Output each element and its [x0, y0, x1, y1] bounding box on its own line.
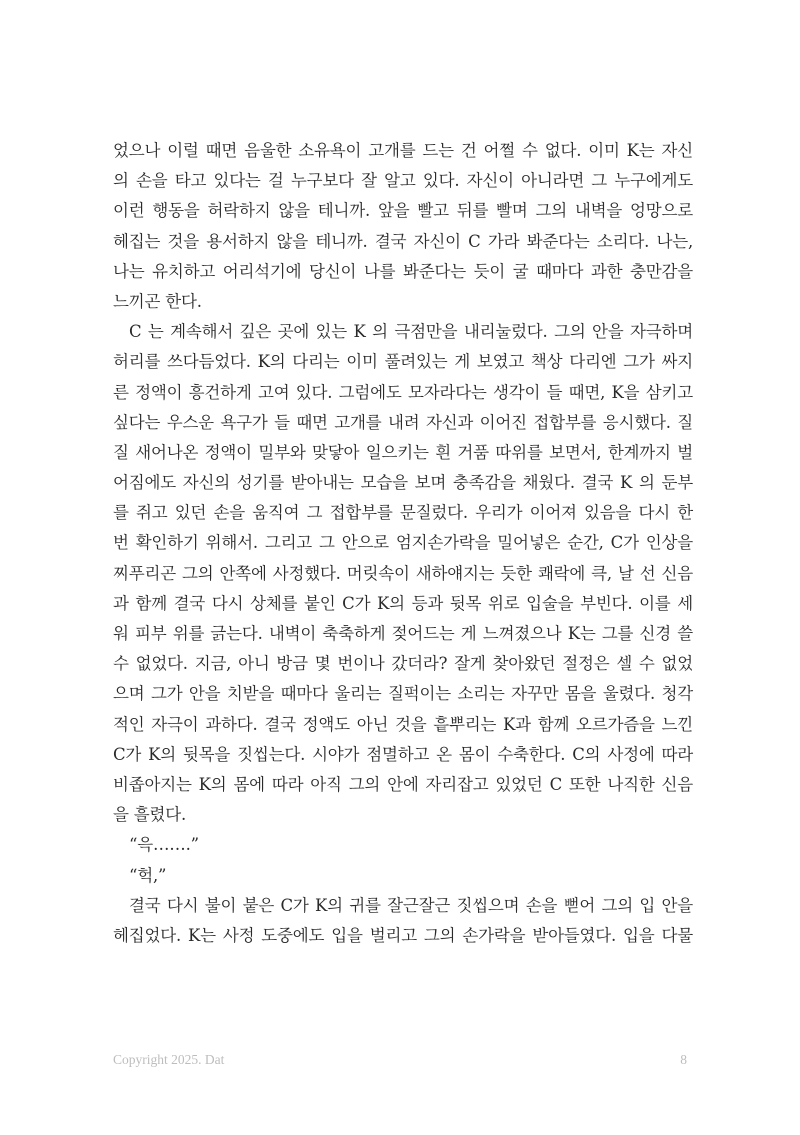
text-line: 워 피부 위를 긁는다. 내벽이 축축하게 젖어드는 게 느껴졌으나 K는 그를 신경 쓸 — [113, 624, 693, 643]
text-line: 헤집는 것을 용서하지 않을 테니까. 결국 자신이 C 가라 봐준다는 소리다. 나는, — [113, 231, 693, 251]
page-body — [113, 136, 693, 951]
text-line: 허리를 쓰다듬었다. K의 다리는 이미 풀려있는 게 보였고 책상 다리엔 그가 싸지 — [113, 352, 693, 372]
text-line: C가 K의 뒷목을 짓씹는다. 시야가 점멸하고 온 몸이 수축한다. C의 사정에 따라 — [113, 744, 693, 764]
text-line: 결국 다시 불이 붙은 C가 K의 귀를 잘근잘근 짓씹으며 손을 뻗어 그의 입 안을 — [129, 895, 693, 915]
text-line: C 는 계속해서 깊은 곳에 있는 K 의 극점만을 내리눌렀다. 그의 안을 자극하며 — [129, 322, 693, 342]
text-line: 과 함께 결국 다시 상체를 붙인 C가 K의 등과 뒷목 위로 입술을 부빈다. 이를 세 — [113, 593, 693, 613]
text-line: 질 새어나온 정액이 밀부와 맞닿아 일으키는 흰 거품 따위를 보면서, 한계까지 벌 — [113, 442, 693, 462]
text-line: 어짐에도 자신의 성기를 받아내는 모습을 보며 충족감을 채웠다. 결국 K 의 둔부 — [113, 473, 693, 493]
text-line: 의 손을 타고 있다는 걸 누구보다 잘 알고 있다. 자신이 아니라면 그 누구에게도 — [113, 171, 693, 191]
text-line: 었으나 이럴 때면 음울한 소유욕이 고개를 드는 건 어쩔 수 없다. 이미 K는 자신 — [113, 141, 693, 160]
page-number: 8 — [680, 1052, 687, 1067]
text-line: 으며 그가 안을 치받을 때마다 울리는 질퍽이는 소리는 자꾸만 몸을 울렸다. 청각 — [113, 684, 693, 704]
text-line: 찌푸리곤 그의 안쪽에 사정했다. 머릿속이 새하얘지는 듯한 쾌락에 큭, 날 선 신음 — [113, 563, 693, 583]
text-line: 을 흘렸다. — [113, 805, 187, 825]
copyright-footer: Copyright 2025. Dat — [113, 1052, 225, 1067]
text-line: 이런 행동을 허락하지 않을 테니까. 앞을 빨고 뒤를 빨며 그의 내벽을 엉망으로 — [113, 201, 693, 221]
dialogue-line: “윽…….” — [129, 835, 199, 855]
text-line: 른 정액이 흥건하게 고여 있다. 그럼에도 모자라다는 생각이 들 때면, K을 삼키고 — [113, 382, 693, 402]
text-line: 수 없었다. 지금, 아니 방금 몇 번이나 갔더라? 잘게 찾아왔던 절정은 셀 수 없었 — [113, 654, 693, 674]
text-line: 느끼곤 한다. — [113, 291, 202, 311]
text-line: 를 쥐고 있던 손을 움직여 그 접합부를 문질렀다. 우리가 이어져 있음을 다시 한 — [113, 503, 693, 523]
text-line: 헤집었다. K는 사정 도중에도 입을 벌리고 그의 손가락을 받아들였다. 입을 다물 — [113, 925, 693, 945]
dialogue-line: “헉,” — [129, 865, 167, 885]
text-line: 나는 유치하고 어리석기에 당신이 나를 봐준다는 듯이 굴 때마다 과한 충만감을 — [113, 261, 693, 281]
text-line: 적인 자극이 과하다. 결국 정액도 아닌 것을 흩뿌리는 K과 함께 오르가즘을 느낀 — [113, 714, 693, 734]
text-line: 번 확인하기 위해서. 그리고 그 안으로 엄지손가락을 밀어넣은 순간, C가 인상을 — [113, 533, 693, 553]
text-line: 싶다는 우스운 욕구가 들 때면 고개를 내려 자신과 이어진 접합부를 응시했다. 질 — [113, 412, 693, 432]
text-line: 비좁아지는 K의 몸에 따라 아직 그의 안에 자리잡고 있었던 C 또한 나직한 신음 — [113, 774, 693, 794]
